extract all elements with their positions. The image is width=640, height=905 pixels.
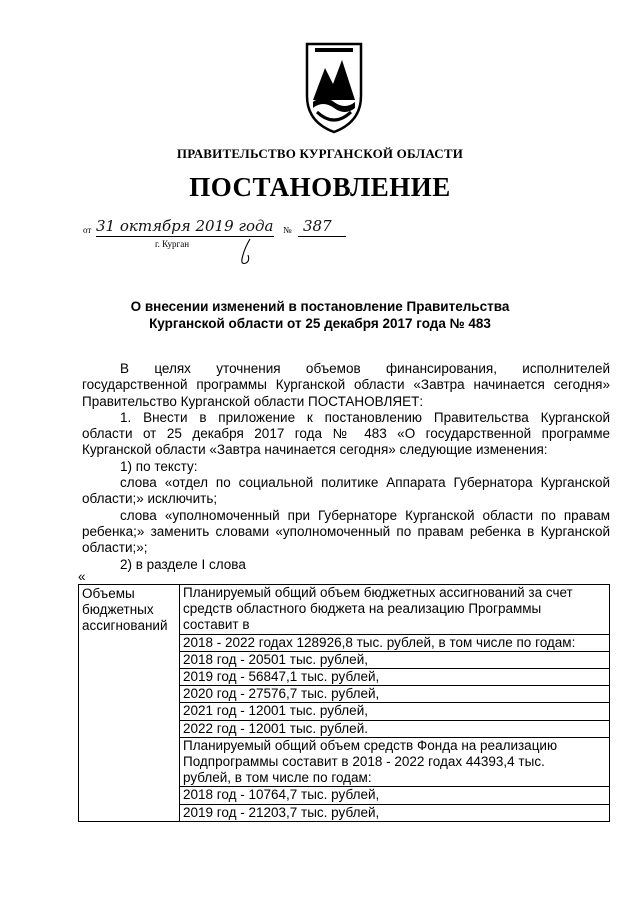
fund-intro-line: рублей, в том числе по годам: [180, 770, 609, 787]
government-name: ПРАВИТЕЛЬСТВО КУРГАНСКОЙ ОБЛАСТИ [176, 146, 464, 161]
label-line: бюджетных [82, 602, 154, 618]
table-label-cell [79, 585, 180, 822]
allocation-row: 2020 год - 27576,7 тыс. рублей, [180, 686, 609, 703]
allocation-row: 2019 год - 56847,1 тыс. рублей, [180, 669, 609, 686]
fund-intro-line: Подпрограммы составит в 2018 - 2022 годах 44393,4 тыс. [183, 754, 545, 770]
label-line: Объемы [82, 586, 135, 601]
intro-line: Планируемый общий объем бюджетных ассигнований за счет [183, 585, 573, 600]
budget-allocation-table [78, 584, 610, 822]
intro-line: средств областного бюджета на реализацию Программы [183, 601, 542, 617]
table-row [79, 585, 610, 822]
city-label: г. Курган [155, 239, 190, 249]
number-underline [298, 236, 346, 237]
table-content-cell [180, 585, 610, 822]
intro-line: составит в [180, 617, 609, 634]
fund-intro-line: Планируемый общий объем средств Фонда на реализацию [183, 737, 558, 753]
coat-of-arms-emblem [301, 38, 367, 136]
paragraph-1-line-1: В целях уточнения объемов финансирования, исполнителей [120, 361, 610, 376]
paragraph-1-line-3: Правительство Курганской области ПОСТАНОВЛЯЕТ: [82, 393, 424, 409]
date-prefix: от [83, 225, 92, 235]
document-type-title: ПОСТАНОВЛЕНИЕ [189, 172, 451, 202]
handwritten-date: 31 октября 2019 года [96, 217, 274, 235]
decree-body [82, 361, 610, 573]
allocation-row: 2018 год - 20501 тыс. рублей, [180, 652, 609, 669]
subject-line-2: Курганской области от 25 декабря 2017 года № 483 [149, 316, 491, 331]
decree-subject [0, 298, 640, 332]
number-prefix: № [283, 225, 292, 235]
paragraph-6: 2) в разделе I слова [120, 556, 246, 572]
subject-line-1: О внесении изменений в постановление Правительства [130, 299, 510, 314]
allocation-row: 2021 год - 12001 тыс. рублей, [180, 703, 609, 720]
allocation-row: 2018 - 2022 годах 128926,8 тыс. рублей, в том числе по годам: [180, 635, 609, 652]
paragraph-5-line-3: области;»; [82, 540, 148, 556]
opening-quote: « [78, 569, 86, 584]
paragraph-5-line-2: ребенка;» заменить словами «уполномоченный по правам ребенка в Курганской [82, 523, 610, 539]
paragraph-3: 1) по тексту: [120, 458, 198, 474]
label-line: ассигнований [82, 618, 168, 634]
fund-allocation-row: 2019 год - 21203,7 тыс. рублей, [183, 804, 380, 820]
paragraph-2-line-1: 1. Внести в приложение к постановлению Правительства Курганской [120, 409, 610, 425]
paragraph-1-line-2: государственной программы Курганской области «Завтра начинается сегодня» [82, 377, 610, 393]
signature-stroke [236, 237, 254, 267]
fund-allocation-row: 2018 год - 10764,7 тыс. рублей, [180, 787, 609, 804]
paragraph-2-line-2: области от 25 декабря 2017 года № 483 «О государственной программе [82, 426, 610, 442]
paragraph-2-line-3: Курганской области «Завтра начинается сегодня» следующие изменения: [82, 442, 548, 458]
paragraph-5-line-1: слова «уполномоченный при Губернаторе Курганской области по правам [120, 507, 610, 523]
allocation-row: 2022 год - 12001 тыс. рублей. [180, 721, 609, 738]
paragraph-4-line-1: слова «отдел по социальной политике Аппарата Губернатора Курганской [120, 475, 610, 491]
handwritten-number: 387 [303, 217, 332, 235]
paragraph-4-line-2: области;» исключить; [82, 491, 218, 507]
